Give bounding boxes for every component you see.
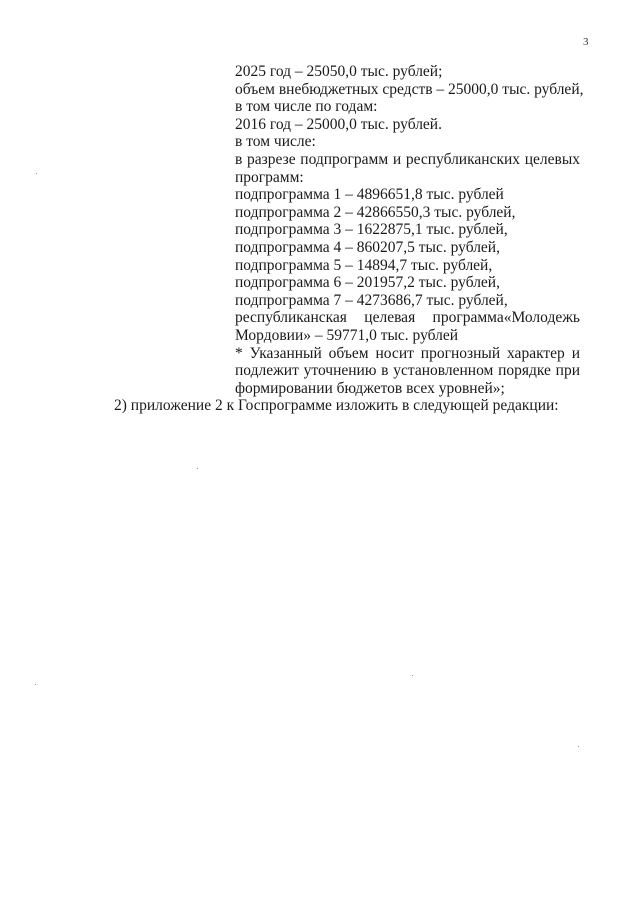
footnote-line: * Указанный объем носит прогнозный характер и (235, 344, 580, 362)
text-line: в том числе по годам: (235, 98, 378, 116)
text-line: программ: (235, 168, 304, 186)
subprogram-line: подпрограмма 5 – 14894,7 тыс. рублей, (235, 256, 493, 274)
subprogram-line: подпрограмма 1 – 4896651,8 тыс. рублей (235, 186, 504, 204)
funding-text-block (235, 63, 584, 397)
footnote-line: подлежит уточнению в установленном порядке при (235, 362, 580, 380)
text-line: Мордовии» – 59771,0 тыс. рублей (235, 326, 459, 344)
subprogram-line: подпрограмма 2 – 42866550,3 тыс. рублей, (235, 203, 516, 221)
text-line: объем внебюджетных средств – 25000,0 тыс. рублей, (235, 80, 584, 98)
scan-speck (412, 675, 413, 676)
scan-speck (35, 684, 36, 685)
subprogram-line: подпрограмма 7 – 4273686,7 тыс. рублей, (235, 291, 508, 309)
footnote-line: формировании бюджетов всех уровней»; (235, 379, 505, 397)
text-line: в том числе: (235, 133, 316, 151)
subprogram-line: подпрограмма 6 – 201957,2 тыс. рублей, (235, 274, 500, 292)
scan-speck (578, 746, 579, 747)
text-line: республиканская целевая программа«Молодежь (235, 309, 580, 327)
page-number: 3 (583, 36, 589, 48)
scan-speck (197, 468, 198, 469)
subprogram-line: подпрограмма 3 – 1622875,1 тыс. рублей, (235, 221, 508, 239)
text-line: 2016 год – 25000,0 тыс. рублей. (235, 115, 442, 133)
subprogram-line: подпрограмма 4 – 860207,5 тыс. рублей, (235, 238, 500, 256)
scan-speck (36, 173, 37, 174)
text-line: 2025 год – 25050,0 тыс. рублей; (235, 63, 443, 80)
amendment-line: 2) приложение 2 к Госпрограмме изложить в следующей редакции: (114, 397, 559, 414)
text-line: в разрезе подпрограмм и республиканских целевых (235, 150, 580, 168)
